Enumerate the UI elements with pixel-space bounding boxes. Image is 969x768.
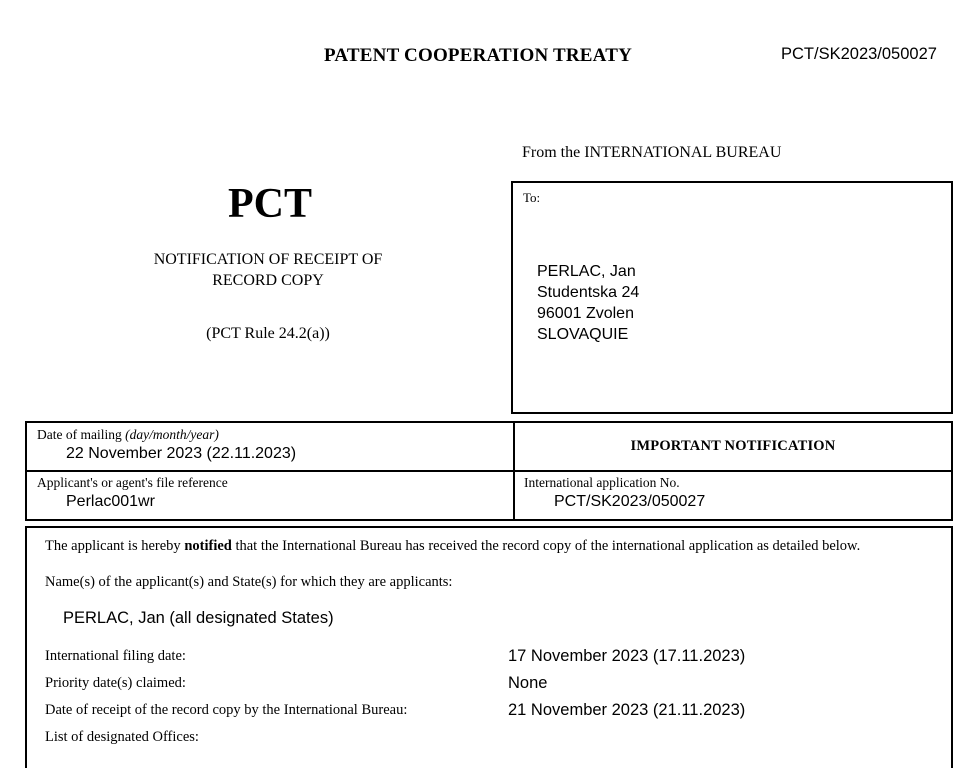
mailing-date-label: Date of mailing (day/month/year)	[37, 427, 219, 442]
address-line: SLOVAQUIE	[537, 326, 629, 343]
priority-date-label: Priority date(s) claimed:	[45, 675, 186, 691]
document-title: PATENT COOPERATION TREATY	[324, 45, 632, 66]
notification-title-line1: NOTIFICATION OF RECEIPT OF	[153, 251, 383, 268]
important-notification: IMPORTANT NOTIFICATION	[630, 438, 836, 454]
filing-date-value: 17 November 2023 (17.11.2023)	[508, 647, 746, 665]
addressee-address	[537, 261, 639, 345]
designated-offices-label: List of designated Offices:	[45, 729, 199, 745]
notice-text: The applicant is hereby notified that the International Bureau has received the record copy of the international application as detailed below.	[45, 538, 861, 554]
address-line: 96001 Zvolen	[537, 305, 634, 322]
pct-logo: PCT	[228, 181, 312, 227]
info-table	[25, 421, 953, 521]
rule-reference: (PCT Rule 24.2(a))	[206, 325, 330, 342]
filing-date-label: International filing date:	[45, 648, 186, 664]
receipt-date-value: 21 November 2023 (21.11.2023)	[508, 701, 746, 719]
receipt-date-label: Date of receipt of the record copy by the International Bureau:	[45, 702, 408, 718]
notification-title	[128, 249, 408, 291]
notification-title-line2: RECORD COPY	[212, 272, 324, 289]
address-line: Studentska 24	[537, 284, 640, 301]
mailing-date-value: 22 November 2023 (22.11.2023)	[66, 445, 297, 462]
from-line: From the INTERNATIONAL BUREAU	[522, 144, 782, 161]
notification-body	[25, 526, 953, 768]
table-divider	[27, 470, 951, 472]
priority-date-value: None	[508, 674, 548, 692]
application-number-label: International application No.	[524, 475, 680, 490]
to-label: To:	[523, 190, 541, 205]
applicants-label: Name(s) of the applicant(s) and State(s) for which they are applicants:	[45, 574, 453, 590]
addressee-box	[511, 181, 953, 414]
application-number-value: PCT/SK2023/050027	[554, 493, 706, 510]
file-reference-value: Perlac001wr	[66, 493, 155, 510]
address-line: PERLAC, Jan	[537, 263, 636, 280]
file-reference-label: Applicant's or agent's file reference	[37, 475, 228, 490]
applicants-value: PERLAC, Jan (all designated States)	[63, 609, 334, 627]
header-application-reference: PCT/SK2023/050027	[781, 45, 937, 63]
